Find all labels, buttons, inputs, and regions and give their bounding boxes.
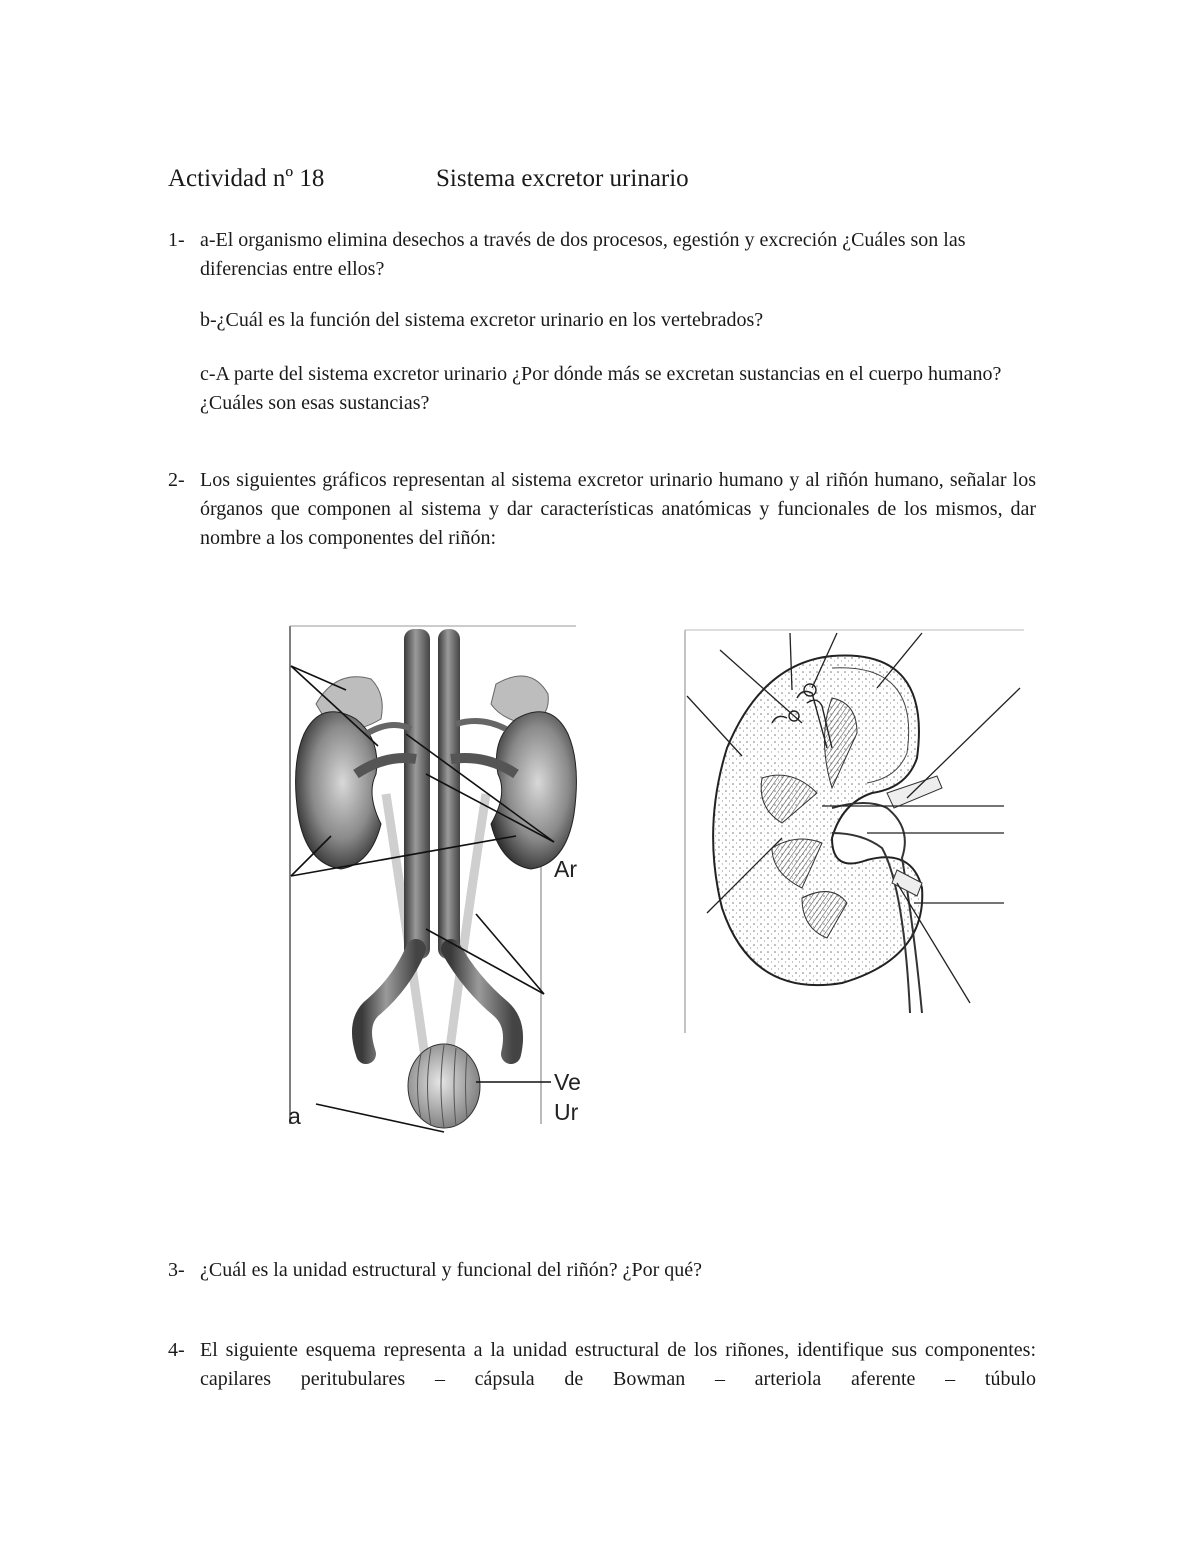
- question-2: [168, 466, 1036, 553]
- question-text: Los siguientes gráficos representan al sistema excretor urinario humano y al riñón humano, señalar los órganos que componen al sistema y dar características anatómicas y funcionales de los mismos, dar nombre a los componentes del riñón:: [200, 469, 1036, 549]
- label-fragment: a: [288, 1103, 301, 1129]
- question-number: 1-: [168, 229, 185, 251]
- activity-subject: Sistema excretor urinario: [436, 165, 689, 192]
- question-text: El siguiente esquema representa a la unidad estructural de los riñones, identifique sus componentes: capilares peritubulares – cápsula de Bowman – arteriola aferente – túbulo: [200, 1339, 1036, 1390]
- label-fragment: Ve: [554, 1069, 581, 1095]
- question-text: a-El organismo elimina desechos a través de dos procesos, egestión y excreción ¿Cuáles son las diferencias entre ellos?: [200, 229, 966, 280]
- question-1b: [168, 306, 1036, 335]
- question-text: b-¿Cuál es la función del sistema excretor urinario en los vertebrados?: [200, 309, 764, 331]
- label-fragment: Ar: [554, 856, 577, 882]
- urinary-system-diagram: [286, 624, 586, 1144]
- question-number: 3-: [168, 1259, 185, 1281]
- question-3: [168, 1256, 1036, 1285]
- label-fragment: Ur: [554, 1099, 579, 1125]
- question-4: [168, 1336, 1036, 1394]
- kidney-section-diagram: [682, 628, 1027, 1038]
- question-text: c-A parte del sistema excretor urinario ¿Por dónde más se excretan sustancias en el cuerpo humano? ¿Cuáles son esas sustancias?: [200, 363, 1002, 414]
- question-number: 4-: [168, 1339, 185, 1361]
- activity-number: Actividad nº 18: [168, 165, 325, 192]
- question-1c: [168, 360, 1036, 418]
- question-1a: [168, 226, 1036, 284]
- question-number: 2-: [168, 469, 185, 491]
- question-text: ¿Cuál es la unidad estructural y funcional del riñón? ¿Por qué?: [200, 1259, 703, 1281]
- page-title: [168, 165, 689, 193]
